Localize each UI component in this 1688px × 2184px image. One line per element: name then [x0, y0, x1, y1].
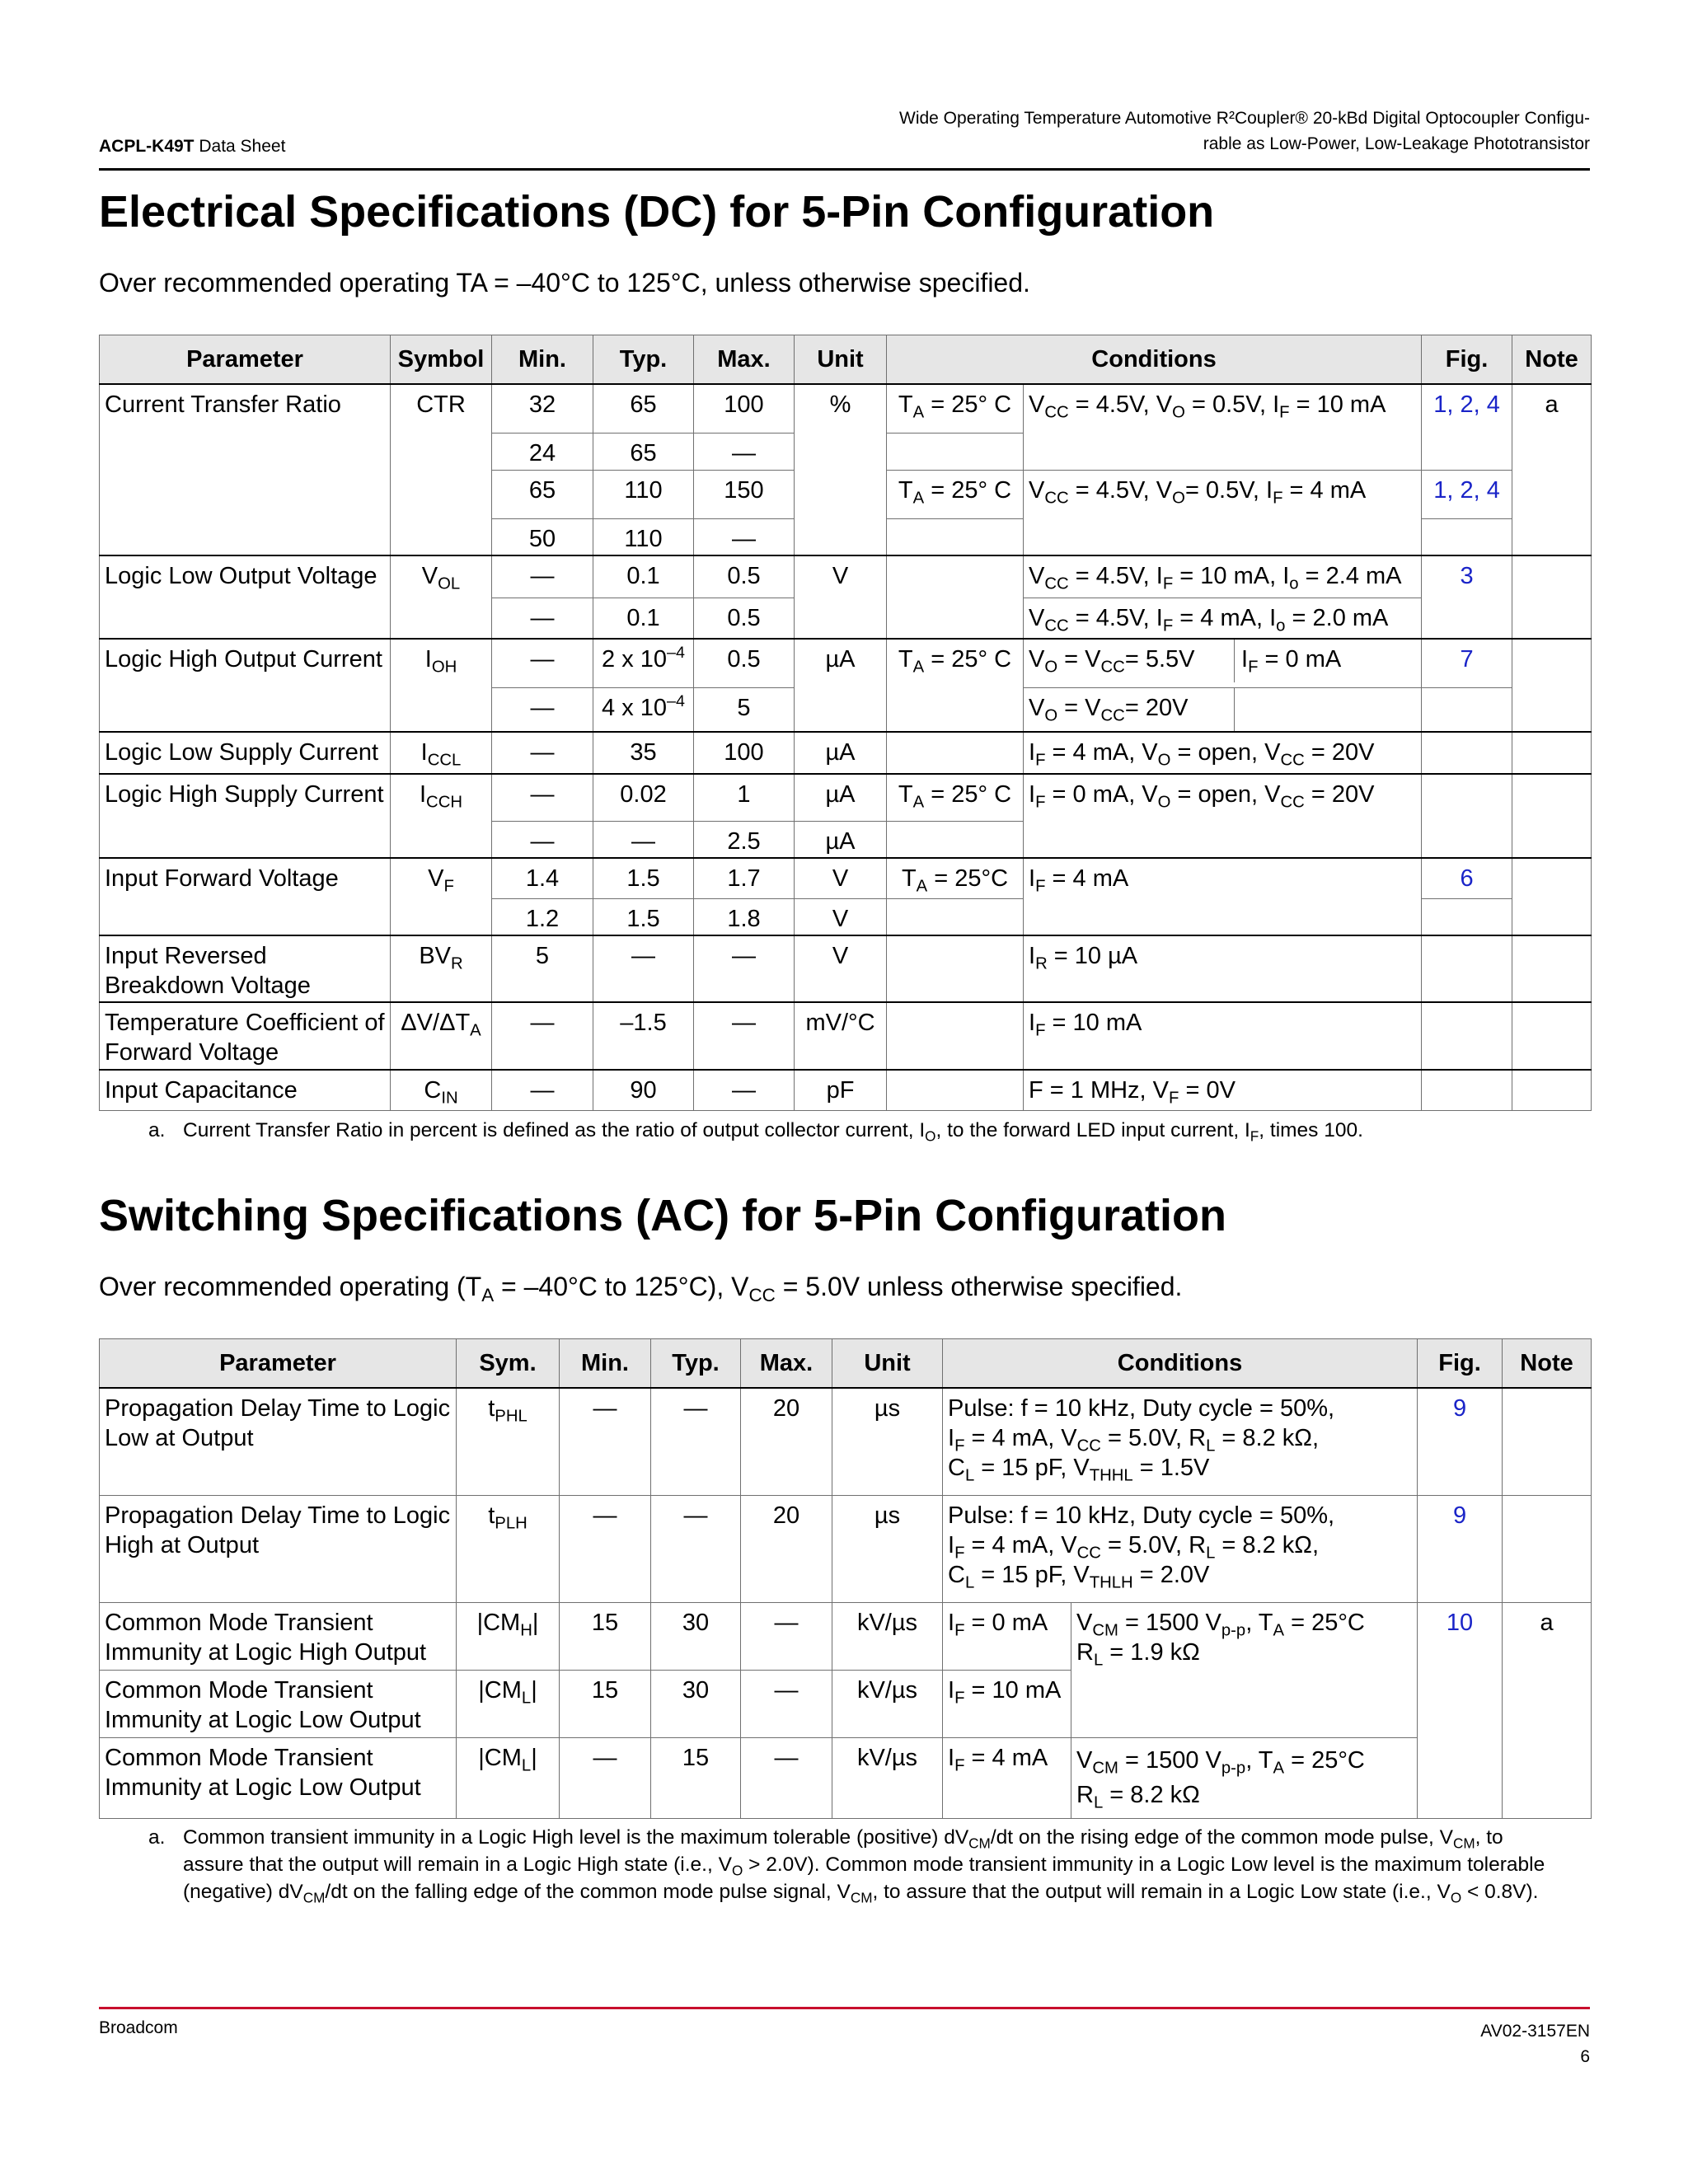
min-cell: —: [560, 1737, 651, 1818]
tc-group: [100, 1002, 1592, 1070]
col-header: Unit: [795, 335, 887, 385]
typ-cell: 30: [651, 1670, 741, 1737]
typ-cell: 2 x $10^{-4}$: [593, 639, 694, 687]
param-cell: Current Transfer Ratio: [100, 384, 391, 555]
ac-section-title: Switching Specifications (AC) for 5-Pin Configuration: [99, 1191, 1227, 1240]
col-header: Parameter: [100, 1339, 457, 1389]
cond-temp-cell: [887, 732, 1024, 774]
unit-cell: µA: [795, 822, 887, 858]
min-cell: —: [492, 1002, 593, 1070]
cond-temp-cell: [887, 1070, 1024, 1111]
param-cell: Propagation Delay Time to Logic Low at Output: [100, 1388, 457, 1495]
cond-temp-cell: [887, 899, 1024, 935]
note-cell: [1512, 555, 1592, 639]
fig-cell: [1422, 935, 1512, 1002]
symbol-cell: $|CM_H|$: [457, 1602, 560, 1670]
min-cell: 50: [492, 518, 593, 555]
table-row: [100, 935, 1592, 1002]
col-header: Max.: [694, 335, 795, 385]
table-row: [100, 858, 1592, 899]
fig-link[interactable]: 10: [1418, 1602, 1503, 1818]
fig-cell: [1422, 1002, 1512, 1070]
dc-section-title: Electrical Specifications (DC) for 5-Pin Configuration: [99, 187, 1215, 237]
col-header: Parameter: [100, 335, 391, 385]
footer-company: Broadcom: [99, 2018, 178, 2037]
max-cell: —: [694, 935, 795, 1002]
max-cell: 20: [741, 1495, 832, 1602]
doc-number: AV02-3157EN: [1480, 2022, 1590, 2041]
col-header: Note: [1512, 335, 1592, 385]
max-cell: 100: [694, 384, 795, 433]
cond-temp-cell: $T_A = 25^\circ$ C: [887, 470, 1024, 518]
max-cell: 1.8: [694, 899, 795, 935]
symbol-cell: $|CM_L|$: [457, 1737, 560, 1818]
min-cell: —: [492, 639, 593, 687]
table-row: [100, 732, 1592, 774]
cond-temp-cell: [887, 822, 1024, 858]
table-row: [100, 1737, 1592, 1818]
cond-cell: $V_O = V_{CC}= 5.5V$ $I_F = 0$ mA: [1024, 639, 1422, 687]
max-cell: 0.5: [694, 555, 795, 598]
fig-cell: [1422, 518, 1512, 555]
col-header: Min.: [560, 1339, 651, 1389]
param-cell: Input Reversed Breakdown Voltage: [100, 935, 391, 1002]
symbol-cell: $|CM_L|$: [457, 1670, 560, 1737]
min-cell: —: [492, 687, 593, 732]
cond-cell: $I_F = 4$ mA, $V_O$ = open, $V_{CC} = 20V$: [1024, 732, 1422, 774]
col-header: Typ.: [651, 1339, 741, 1389]
min-cell: —: [492, 774, 593, 822]
icch-group: [100, 774, 1592, 858]
typ-cell: —: [651, 1495, 741, 1602]
min-cell: 1.4: [492, 858, 593, 899]
max-cell: —: [694, 1070, 795, 1111]
unit-cell: µA: [795, 639, 887, 732]
cond-if-cell: $I_F = 10$ mA: [943, 1670, 1071, 1737]
min-cell: 32: [492, 384, 593, 433]
param-cell: Logic High Output Current: [100, 639, 391, 732]
min-cell: —: [560, 1388, 651, 1495]
fig-cell: [1422, 1070, 1512, 1111]
col-header: Min.: [492, 335, 593, 385]
param-cell: Logic High Supply Current: [100, 774, 391, 858]
cond-temp-cell: [887, 555, 1024, 639]
ac-intro: Over recommended operating ($T_A = -40^\circ C$ to 125°C), $V_{CC} = 5.0V$ unless otherwise specified.: [99, 1272, 1183, 1306]
table-row: [100, 555, 1592, 598]
max-cell: 100: [694, 732, 795, 774]
cond-temp-cell: $T_A = 25^\circ$ C: [887, 774, 1024, 822]
ac-spec-table: [99, 1338, 1592, 1819]
cond-temp-cell: [887, 1002, 1024, 1070]
fig-link[interactable]: 7: [1422, 639, 1512, 687]
min-cell: —: [492, 822, 593, 858]
cond-cell: Pulse: f = 10 kHz, Duty cycle = 50%, $I_F = 4$ mA, $V_{CC} = 5.0V$, $R_L = 8.2$ kΩ, $C_L = 15$ pF, $V_{THHL} = 1.5V$: [943, 1388, 1418, 1495]
symbol-cell: $I_{OH}$: [391, 639, 492, 732]
ioh-group: [100, 639, 1592, 732]
unit-cell: µs: [832, 1495, 943, 1602]
note-cell: [1512, 1070, 1592, 1111]
max-cell: 20: [741, 1388, 832, 1495]
max-cell: —: [694, 1002, 795, 1070]
unit-cell: V: [795, 858, 887, 899]
max-cell: —: [694, 433, 795, 470]
doc-id: ACPL-K49T Data Sheet: [99, 137, 286, 156]
typ-cell: —: [593, 822, 694, 858]
unit-cell: mV/°C: [795, 1002, 887, 1070]
unit-cell: V: [795, 555, 887, 639]
cond-cell: F = 1 MHz, $V_F = 0V$: [1024, 1070, 1422, 1111]
symbol-cell: $V_{OL}$: [391, 555, 492, 639]
col-header: Fig.: [1422, 335, 1512, 385]
typ-cell: 4 x $10^{-4}$: [593, 687, 694, 732]
cond-cell: $I_R = 10$ µA: [1024, 935, 1422, 1002]
param-cell: Common Mode Transient Immunity at Logic High Output: [100, 1602, 457, 1670]
fig-link[interactable]: 6: [1422, 858, 1512, 899]
page-header: [99, 104, 1590, 171]
min-cell: 15: [560, 1602, 651, 1670]
param-cell: Logic Low Supply Current: [100, 732, 391, 774]
bvr-group: [100, 935, 1592, 1002]
note-cell: [1503, 1388, 1592, 1495]
min-cell: —: [492, 555, 593, 598]
max-cell: 0.5: [694, 598, 795, 639]
max-cell: —: [741, 1670, 832, 1737]
unit-cell: V: [795, 899, 887, 935]
col-header: Unit: [832, 1339, 943, 1389]
min-cell: 5: [492, 935, 593, 1002]
min-cell: —: [492, 1070, 593, 1111]
typ-cell: 1.5: [593, 899, 694, 935]
symbol-cell: $t_{PLH}$: [457, 1495, 560, 1602]
symbol-cell: $V_F$: [391, 858, 492, 935]
symbol-cell: CTR: [391, 384, 492, 555]
unit-cell: kV/µs: [832, 1737, 943, 1818]
cond-cell: Pulse: f = 10 kHz, Duty cycle = 50%, $I_F = 4$ mA, $V_{CC} = 5.0V$, $R_L = 8.2$ kΩ, $C_L = 15$ pF, $V_{THLH} = 2.0V$: [943, 1495, 1418, 1602]
col-header: Max.: [741, 1339, 832, 1389]
col-header: Fig.: [1418, 1339, 1503, 1389]
col-header: Conditions: [887, 335, 1422, 385]
table-row: [100, 1388, 1592, 1495]
unit-cell: µA: [795, 774, 887, 822]
symbol-cell: $\Delta V/\Delta T_A$: [391, 1002, 492, 1070]
table-row: [100, 1495, 1592, 1602]
note-cell: [1512, 639, 1592, 732]
typ-cell: —: [593, 935, 694, 1002]
unit-cell: pF: [795, 1070, 887, 1111]
cond-cell: $V_{CM} = 1500$ $V_{p-p}$, $T_A = 25^\circ C$ $R_L = 8.2$ kΩ: [1071, 1737, 1418, 1818]
typ-cell: 110: [593, 470, 694, 518]
cond-temp-cell: [887, 935, 1024, 1002]
note-cell: [1512, 858, 1592, 935]
unit-cell: %: [795, 384, 887, 555]
symbol-cell: $I_{CCL}$: [391, 732, 492, 774]
col-header: Symbol: [391, 335, 492, 385]
cond-temp-cell: [887, 518, 1024, 555]
fig-link[interactable]: 1, 2, 4: [1422, 384, 1512, 470]
param-cell: Common Mode Transient Immunity at Logic Low Output: [100, 1737, 457, 1818]
header-title: [683, 105, 1590, 157]
fig-cell: [1422, 899, 1512, 935]
page-number: 6: [1580, 2047, 1590, 2066]
vf-group: [100, 858, 1592, 935]
cond-cell: $I_F = 10$ mA: [1024, 1002, 1422, 1070]
typ-cell: 0.1: [593, 598, 694, 639]
col-header: Note: [1503, 1339, 1592, 1389]
cond-cell: $V_{CM} = 1500$ $V_{p-p}$, $T_A = 25^\circ C$ $R_L = 1.9$ kΩ: [1071, 1602, 1418, 1737]
col-header: Typ.: [593, 335, 694, 385]
dc-intro: Over recommended operating TA = –40°C to 125°C, unless otherwise specified.: [99, 268, 1030, 298]
unit-cell: µs: [832, 1388, 943, 1495]
cond-temp-cell: $T_A = 25^\circ$ C: [887, 639, 1024, 732]
cond-cell: $I_F = 4$ mA: [1024, 858, 1422, 935]
typ-cell: —: [651, 1388, 741, 1495]
min-cell: —: [492, 598, 593, 639]
footnote-text: Current Transfer Ratio in percent is defined as the ratio of output collector current, $I_O$, to the forward LED input current, $I_F$, times 100.: [183, 1119, 1363, 1145]
max-cell: —: [694, 518, 795, 555]
ctr-group: [100, 384, 1592, 555]
symbol-cell: $C_{IN}$: [391, 1070, 492, 1111]
typ-cell: 0.02: [593, 774, 694, 822]
cond-cell: $V_{CC} = 4.5V$, $V_O = 0.5V$, $I_F = 10$ mA: [1024, 384, 1422, 470]
min-cell: 65: [492, 470, 593, 518]
footnote-text: Common transient immunity in a Logic High level is the maximum tolerable (positive) $dV_{CM}/dt$ on the rising edge of the common mode pulse, $V_{CM}$, to assure that the output will remain in a Logic High state (i.e., $V_O > 2.0V$). Common mode transient immunity in a Logic Low level is the maximum tolerable (negative) $dV_{CM}/dt$ on the falling edge of the common mode pulse signal, $V_{CM}$, to assure that the output will remain in a Logic Low state (i.e., $V_O < 0.8V$).: [183, 1826, 1545, 1906]
fig-cell: [1422, 687, 1512, 732]
note-cell: [1503, 1495, 1592, 1602]
symbol-cell: $t_{PHL}$: [457, 1388, 560, 1495]
unit-cell: kV/µs: [832, 1670, 943, 1737]
fig-cell: [1422, 774, 1512, 858]
typ-cell: 110: [593, 518, 694, 555]
fig-link[interactable]: 9: [1418, 1388, 1503, 1495]
col-header: Sym.: [457, 1339, 560, 1389]
note-cell: a: [1512, 384, 1592, 555]
param-cell: Input Forward Voltage: [100, 858, 391, 935]
note-cell: [1512, 1002, 1592, 1070]
footnote-label: a.: [148, 1119, 166, 1141]
max-cell: 150: [694, 470, 795, 518]
param-cell: Common Mode Transient Immunity at Logic Low Output: [100, 1670, 457, 1737]
symbol-cell: $I_{CCH}$: [391, 774, 492, 858]
typ-cell: 0.1: [593, 555, 694, 598]
table-row: [100, 774, 1592, 822]
fig-link[interactable]: 9: [1418, 1495, 1503, 1602]
max-cell: 0.5: [694, 639, 795, 687]
param-cell: Logic Low Output Voltage: [100, 555, 391, 639]
table-row: [100, 1002, 1592, 1070]
unit-cell: kV/µs: [832, 1602, 943, 1670]
max-cell: 5: [694, 687, 795, 732]
max-cell: —: [741, 1602, 832, 1670]
max-cell: 2.5: [694, 822, 795, 858]
cond-cell: $V_{CC} = 4.5V$, $I_F = 4$ mA, $I_o = 2.0$ mA: [1024, 598, 1422, 639]
typ-cell: 65: [593, 384, 694, 433]
fig-link[interactable]: 3: [1422, 555, 1512, 639]
iccl-group: [100, 732, 1592, 774]
cond-cell: $I_F = 0$ mA, $V_O$ = open, $V_{CC} = 20V$: [1024, 774, 1422, 858]
typ-cell: 30: [651, 1602, 741, 1670]
max-cell: 1: [694, 774, 795, 822]
min-cell: 1.2: [492, 899, 593, 935]
note-cell: a: [1503, 1602, 1592, 1818]
max-cell: —: [741, 1737, 832, 1818]
min-cell: 24: [492, 433, 593, 470]
min-cell: —: [560, 1495, 651, 1602]
unit-cell: V: [795, 935, 887, 1002]
typ-cell: 15: [651, 1737, 741, 1818]
typ-cell: 65: [593, 433, 694, 470]
cond-cell: $V_{CC} = 4.5V$, $I_F = 10$ mA, $I_o = 2.4$ mA: [1024, 555, 1422, 598]
cond-temp-cell: $T_A = 25^\circ C$: [887, 858, 1024, 899]
dc-spec-table: [99, 335, 1592, 1111]
cond-cell: $V_{CC} = 4.5V$, $V_O= 0.5V$, $I_F = 4$ mA: [1024, 470, 1422, 555]
cond-temp-cell: [887, 433, 1024, 470]
typ-cell: –1.5: [593, 1002, 694, 1070]
fig-link[interactable]: 1, 2, 4: [1422, 470, 1512, 518]
typ-cell: 1.5: [593, 858, 694, 899]
footer-rule: [99, 2007, 1590, 2009]
ac-body: [100, 1388, 1592, 1818]
note-cell: [1512, 774, 1592, 858]
dc-header-row: [100, 335, 1592, 385]
max-cell: 1.7: [694, 858, 795, 899]
typ-cell: 35: [593, 732, 694, 774]
cond-temp-cell: $T_A = 25^\circ$ C: [887, 384, 1024, 433]
table-row: [100, 1602, 1592, 1670]
table-row: [100, 639, 1592, 687]
fig-cell: [1422, 732, 1512, 774]
ac-header-row: [100, 1339, 1592, 1389]
typ-cell: 90: [593, 1070, 694, 1111]
table-row: [100, 384, 1592, 433]
header-title-line2: rable as Low-Power, Low-Leakage Phototransistor: [1203, 134, 1590, 153]
col-header: Conditions: [943, 1339, 1418, 1389]
param-cell: Temperature Coefficient of Forward Voltage: [100, 1002, 391, 1070]
min-cell: —: [492, 732, 593, 774]
cin-group: [100, 1070, 1592, 1111]
footnote-label: a.: [148, 1826, 166, 1849]
note-cell: [1512, 732, 1592, 774]
min-cell: 15: [560, 1670, 651, 1737]
cond-if-cell: $I_F = 4$ mA: [943, 1737, 1071, 1818]
param-cell: Input Capacitance: [100, 1070, 391, 1111]
note-cell: [1512, 935, 1592, 1002]
cond-cell: $V_O = V_{CC}= 20V$: [1024, 687, 1422, 732]
vol-group: [100, 555, 1592, 639]
cond-if-cell: $I_F = 0$ mA: [943, 1602, 1071, 1670]
param-cell: Propagation Delay Time to Logic High at Output: [100, 1495, 457, 1602]
header-title-line1: Wide Operating Temperature Automotive R²Coupler® 20-kBd Digital Optocoupler Configu-: [899, 109, 1590, 128]
footer-info: [1480, 2018, 1590, 2069]
table-row: [100, 1070, 1592, 1111]
symbol-cell: $BV_R$: [391, 935, 492, 1002]
unit-cell: µA: [795, 732, 887, 774]
